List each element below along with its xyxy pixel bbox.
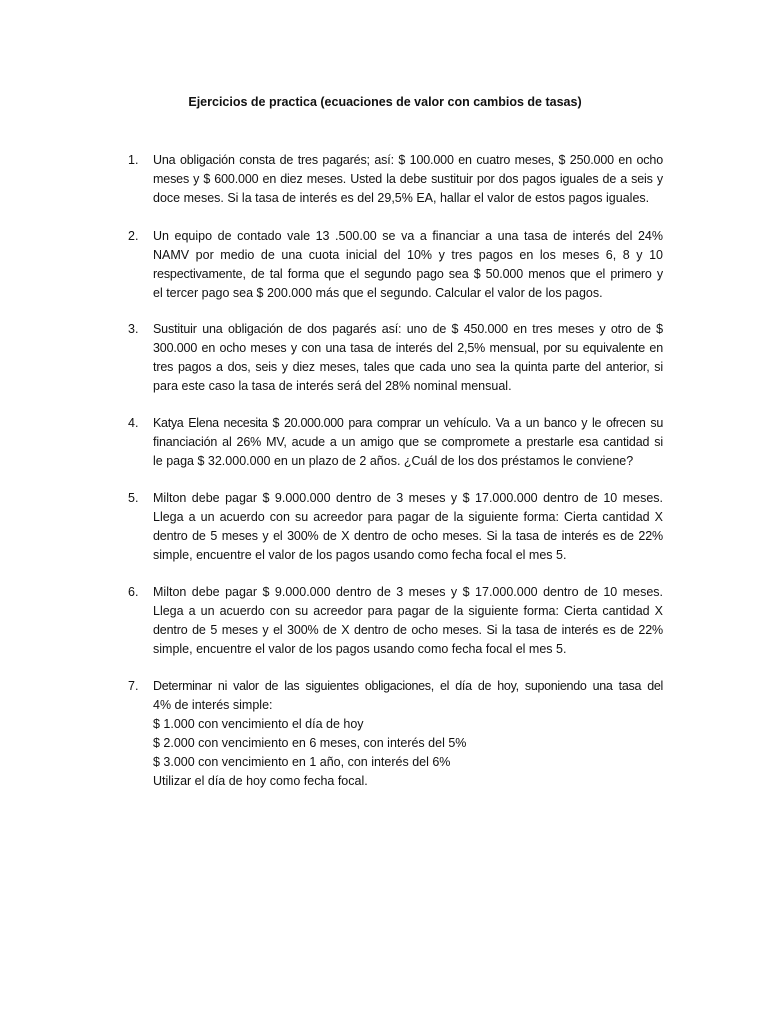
exercise-line: simple, encuentre el valor de los pagos usando como fecha focal el mes 5. <box>153 642 567 656</box>
document-title: Ejercicios de practica (ecuaciones de valor con cambios de tasas) <box>188 95 582 109</box>
exercise-line: $ 1.000 con vencimiento el día de hoy <box>153 717 364 731</box>
exercise-number: 6. <box>128 585 139 599</box>
exercise-line: Utilizar el día de hoy como fecha focal. <box>153 774 368 788</box>
exercise-line: Determinar ni valor de las siguientes obligaciones, el día de hoy, suponiendo una tasa del <box>153 679 663 693</box>
exercise-line: Llega a un acuerdo con su acreedor para pagar de la siguiente forma: Cierta cantidad X <box>153 604 663 618</box>
exercise-line: financiación al 26% MV, acude a un amigo que se compromete a prestarle esa cantidad si <box>153 435 663 449</box>
exercise-text <box>153 489 663 565</box>
exercise-number: 4. <box>128 416 139 430</box>
exercise-line: 300.000 en ocho meses y con una tasa de interés del 2,5% mensual, por su equivalente en <box>153 341 663 355</box>
exercise-line: Katya Elena necesita $ 20.000.000 para comprar un vehículo. Va a un banco y le ofrecen su <box>153 416 663 430</box>
exercise-line: $ 2.000 con vencimiento en 6 meses, con interés del 5% <box>153 736 467 750</box>
exercise-number: 2. <box>128 229 139 243</box>
exercise-line: Una obligación consta de tres pagarés; así: $ 100.000 en cuatro meses, $ 250.000 en ocho <box>153 153 663 167</box>
exercise-line: respectivamente, de tal forma que el segundo pago sea $ 50.000 menos que el primero y <box>153 267 663 281</box>
exercise-line: NAMV por medio de una cuota inicial del 10% y tres pagos en los meses 6, 8 y 10 <box>153 248 663 262</box>
exercise-line: Un equipo de contado vale 13 .500.00 se va a financiar a una tasa de interés del 24% <box>153 229 663 243</box>
exercise-line: el tercer pago sea $ 200.000 más que el segundo. Calcular el valor de los pagos. <box>153 286 603 300</box>
exercise-line: Sustituir una obligación de dos pagarés así: uno de $ 450.000 en tres meses y otro de $ <box>153 322 663 336</box>
exercise-number: 1. <box>128 153 139 167</box>
exercise-line: 4% de interés simple: <box>153 698 273 712</box>
exercise-text <box>153 414 663 471</box>
exercise-line: meses y $ 600.000 en diez meses. Usted la debe sustituir por dos pagos iguales de a seis y <box>153 172 663 186</box>
exercise-text <box>153 320 663 396</box>
exercise-text <box>153 677 663 791</box>
exercise-line: le paga $ 32.000.000 en un plazo de 2 años. ¿Cuál de los dos préstamos le conviene? <box>153 454 634 468</box>
exercise-line: Milton debe pagar $ 9.000.000 dentro de 3 meses y $ 17.000.000 dentro de 10 meses. <box>153 585 663 599</box>
exercise-line: $ 3.000 con vencimiento en 1 año, con interés del 6% <box>153 755 451 769</box>
exercise-number: 3. <box>128 322 139 336</box>
exercise-line: para este caso la tasa de interés será del 28% nominal mensual. <box>153 379 512 393</box>
exercise-text <box>153 227 663 303</box>
exercise-line: Llega a un acuerdo con su acreedor para pagar de la siguiente forma: Cierta cantidad X <box>153 510 663 524</box>
exercise-number: 7. <box>128 679 139 693</box>
exercise-line: dentro de 5 meses y el 300% de X dentro de ocho meses. Si la tasa de interés es de 22% <box>153 623 663 637</box>
exercise-text <box>153 151 663 208</box>
exercise-line: Milton debe pagar $ 9.000.000 dentro de 3 meses y $ 17.000.000 dentro de 10 meses. <box>153 491 663 505</box>
exercise-number: 5. <box>128 491 139 505</box>
exercise-line: dentro de 5 meses y el 300% de X dentro de ocho meses. Si la tasa de interés es de 22% <box>153 529 663 543</box>
exercise-text <box>153 583 663 659</box>
exercise-line: tres pagos a dos, seis y diez meses, tales que cada uno sea la quinta parte del anterior, si <box>153 360 663 374</box>
exercise-line: doce meses. Si la tasa de interés es del 29,5% EA, hallar el valor de estos pagos iguales. <box>153 191 650 205</box>
exercise-line: simple, encuentre el valor de los pagos usando como fecha focal el mes 5. <box>153 548 567 562</box>
